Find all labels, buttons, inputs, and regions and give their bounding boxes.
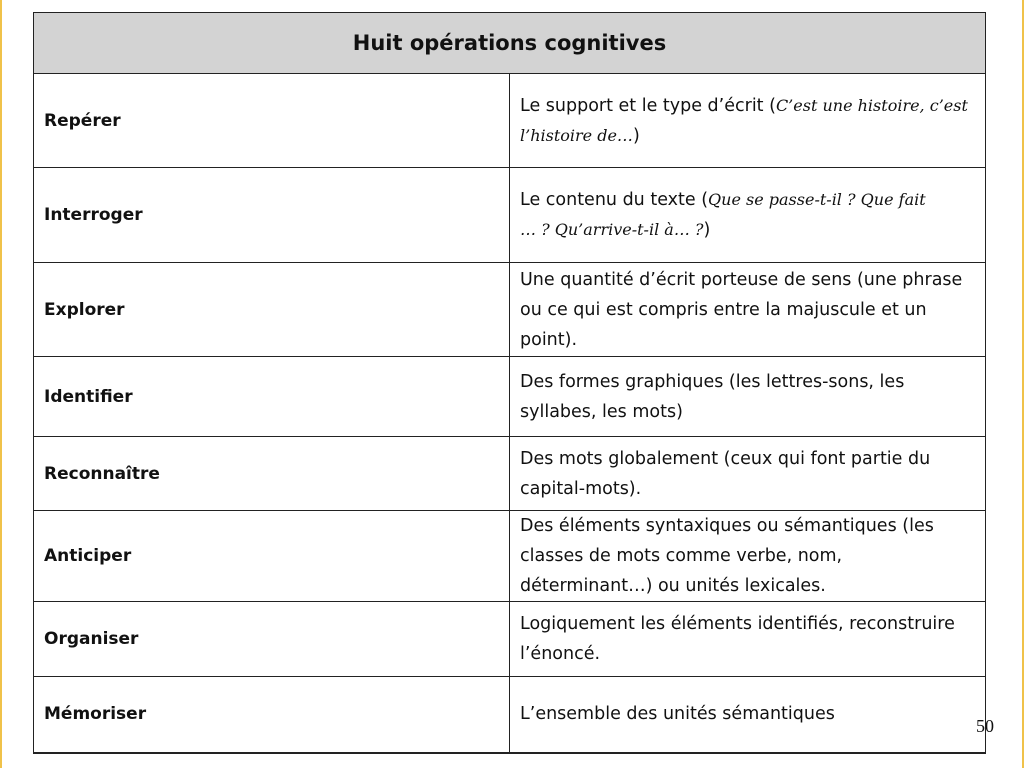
operation-description: Le support et le type d’écrit (C’est une histoire, c’est l’histoire de…) <box>510 74 986 168</box>
operation-label: Repérer <box>34 74 510 168</box>
operations-table <box>33 12 986 754</box>
table-title: Huit opérations cognitives <box>34 13 986 74</box>
table-row <box>34 168 986 263</box>
operation-label: Reconnaître <box>34 437 510 511</box>
operation-label: Interroger <box>34 168 510 263</box>
operation-label: Mémoriser <box>34 677 510 753</box>
table-row <box>34 74 986 168</box>
table-row <box>34 263 986 357</box>
table-row <box>34 437 986 511</box>
slide-edge-left <box>0 0 2 768</box>
operation-description: Des mots globalement (ceux qui font partie du capital-mots). <box>510 437 986 511</box>
operation-label: Explorer <box>34 263 510 357</box>
operation-description: Une quantité d’écrit porteuse de sens (une phrase ou ce qui est compris entre la majuscule et un point). <box>510 263 986 357</box>
operation-description: Logiquement les éléments identifiés, reconstruire l’énoncé. <box>510 602 986 677</box>
table-row <box>34 511 986 602</box>
table-row <box>34 357 986 437</box>
operation-description: Des éléments syntaxiques ou sémantiques (les classes de mots comme verbe, nom, déterminant…) ou unités lexicales. <box>510 511 986 602</box>
table-row <box>34 602 986 677</box>
page-number: 50 <box>976 716 994 736</box>
operation-description: Le contenu du texte (Que se passe-t-il ? Que fait … ? Qu’arrive-t-il à… ?) <box>510 168 986 263</box>
operation-description: L’ensemble des unités sémantiques <box>510 677 986 753</box>
operation-description: Des formes graphiques (les lettres-sons, les syllabes, les mots) <box>510 357 986 437</box>
table-header-row <box>34 13 986 74</box>
table-row <box>34 677 986 753</box>
operation-label: Identifier <box>34 357 510 437</box>
operation-label: Anticiper <box>34 511 510 602</box>
operation-label: Organiser <box>34 602 510 677</box>
